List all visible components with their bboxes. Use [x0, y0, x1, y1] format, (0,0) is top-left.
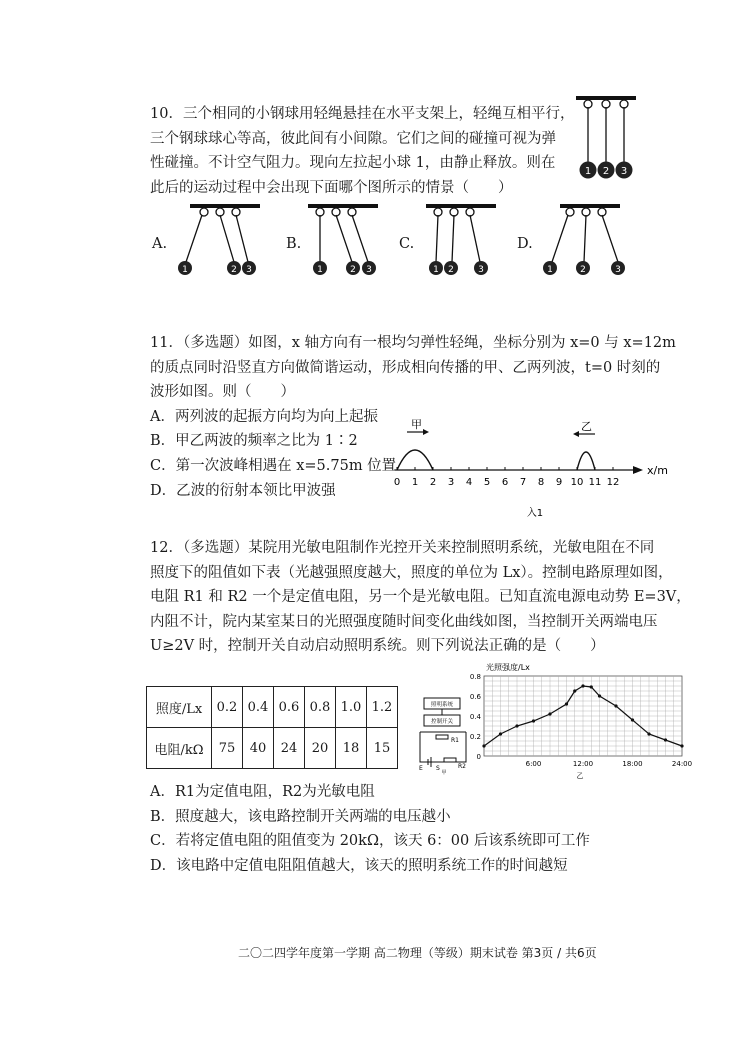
x-tick-label: 6:00 — [525, 760, 542, 768]
x-axis-label: x/m — [647, 464, 668, 477]
q10-option-b-label: B. — [286, 236, 302, 252]
table-cell: 1.0 — [336, 687, 367, 728]
q11-line: 的质点同时沿竖直方向做简谐运动，形成相向传播的甲、乙两列波，t=0 时刻的 — [150, 359, 661, 376]
question-10-text — [150, 102, 574, 200]
table-cell: 电阻/kΩ — [147, 728, 212, 769]
table-cell: 0.2 — [212, 687, 243, 728]
r2-label: R2 — [458, 763, 466, 770]
chart-grid — [484, 676, 682, 756]
page-footer: 二〇二四学年度第一学期 高二物理（等级）期末试卷 第3页 / 共6页 — [238, 946, 597, 960]
x-tick-label: 3 — [447, 477, 455, 488]
pendulum-figure-main — [574, 92, 638, 184]
ball-label: 2 — [448, 265, 454, 275]
ball-label: 2 — [580, 265, 586, 275]
question-12-text — [150, 536, 691, 659]
table-cell: 18 — [336, 728, 367, 769]
light-intensity-chart — [460, 660, 693, 780]
ball-label: 2 — [231, 265, 237, 275]
ball-label: 3 — [620, 166, 628, 177]
x-tick-label: 24:00 — [671, 760, 693, 768]
chart-point — [482, 744, 485, 747]
ball-label: 3 — [615, 265, 621, 275]
y-tick-label: 0.8 — [469, 673, 481, 681]
chart-point — [664, 738, 667, 741]
pendulum-option-d — [536, 202, 628, 282]
e-label: E — [419, 765, 423, 772]
q11-option-c: C．第一次波峰相遇在 x=5.75m 位置 — [150, 457, 397, 474]
q12-line: U≥2V 时，控制开关自动启动照明系统。则下列说法正确的是（ ） — [150, 638, 605, 655]
x-axis-arrow — [633, 466, 643, 474]
q12-line: 12．（多选题）某院用光敏电阻制作光控开关来控制照明系统，光敏电阻在不同 — [150, 540, 655, 556]
x-tick-label: 10 — [570, 477, 584, 488]
table-cell: 1.2 — [367, 687, 398, 728]
y-tick-label: 0 — [476, 753, 481, 761]
pendulum-option-a — [172, 202, 264, 282]
q10-option-d-label: D. — [517, 236, 533, 252]
x-tick-label: 18:00 — [622, 760, 643, 768]
chart-point — [532, 719, 535, 722]
lighting-system-label: 照明系统 — [430, 702, 454, 708]
q10-option-c-label: C. — [399, 236, 415, 252]
x-tick-label: 0 — [393, 477, 401, 488]
q11-option-a: A．两列波的起振方向均为向上起振 — [150, 408, 378, 425]
y-tick-label: 0.6 — [469, 693, 481, 701]
ball-label: 3 — [366, 265, 372, 275]
table-row — [147, 687, 398, 728]
q10-line: 性碰撞。不计空气阻力。现向左拉起小球 1，由静止释放。则在 — [150, 155, 556, 172]
x-tick-label: 7 — [519, 477, 527, 488]
ball-label: 1 — [584, 166, 592, 177]
chart-point — [581, 684, 584, 687]
chart-point — [515, 724, 518, 727]
q10-line: 三个钢球球心等高，彼此间有小间隙。它们之间的碰撞可视为弹 — [150, 130, 556, 147]
y-tick-label: 0.4 — [469, 713, 481, 721]
table-cell: 0.4 — [243, 687, 274, 728]
x-tick-label: 5 — [483, 477, 491, 488]
q12-option-c: C．若将定值电阻的阻值变为 20kΩ，该天 6：00 后该系统即可工作 — [150, 833, 590, 850]
table-cell: 0.8 — [305, 687, 336, 728]
x-tick-label: 12:00 — [572, 760, 594, 768]
q12-line: 内阻不计，院内某室某日的光照强度随时间变化曲线如图，当控制开关两端电压 — [150, 613, 658, 630]
chart-point — [680, 744, 683, 747]
illuminance-resistance-table — [146, 686, 398, 769]
chart-point — [598, 694, 601, 697]
table-cell: 75 — [212, 728, 243, 769]
chart-point — [647, 732, 650, 735]
q11-option-b: B．甲乙两波的频率之比为 1∶2 — [150, 433, 358, 450]
x-tick-label: 1 — [411, 477, 419, 488]
ball-label: 1 — [317, 265, 323, 275]
table-cell: 照度/Lx — [147, 687, 212, 728]
q10-option-a-label: A. — [152, 236, 168, 252]
x-tick-label: 11 — [588, 477, 602, 488]
table-cell: 0.6 — [274, 687, 305, 728]
table-cell: 20 — [305, 728, 336, 769]
x-tick-label: 9 — [555, 477, 563, 488]
q12-line: 照度下的阻值如下表（光越强照度越大，照度的单位为 Lx）。控制电路原理如图， — [150, 564, 673, 581]
chart-caption: 乙 — [576, 772, 584, 780]
chart-point — [614, 704, 617, 707]
table-cell: 15 — [367, 728, 398, 769]
chart-point — [573, 689, 576, 692]
chart-point — [631, 718, 634, 721]
circuit-caption: 甲 — [441, 770, 447, 776]
ball-label: 2 — [602, 166, 610, 177]
x-tick-label: 6 — [501, 477, 509, 488]
s-label: S — [436, 765, 440, 772]
wave-figure — [385, 412, 685, 522]
figure-caption: 入1 — [526, 508, 544, 519]
q12-option-d: D．该电路中定值电阻阻值越大，该天的照明系统工作的时间越短 — [150, 857, 568, 874]
x-tick-label: 2 — [429, 477, 437, 488]
table-cell: 40 — [243, 728, 274, 769]
q10-line: 10．三个相同的小钢球用轻绳悬挂在水平支架上，轻绳互相平行， — [150, 106, 575, 122]
q12-line: 电阻 R1 和 R2 一个是定值电阻，另一个是光敏电阻。已知直流电源电动势 E=3V， — [150, 589, 691, 606]
pendulum-option-b — [302, 202, 382, 282]
wave-a-label: 甲 — [411, 418, 422, 431]
q12-options — [150, 780, 590, 878]
q11-option-d: D．乙波的衍射本领比甲波强 — [150, 482, 336, 499]
q11-line: 波形如图。则（ ） — [150, 384, 295, 401]
x-tick-label: 12 — [606, 477, 620, 488]
r1-label: R1 — [451, 737, 459, 744]
q12-option-a: A．R1为定值电阻，R2为光敏电阻 — [150, 784, 375, 800]
table-cell: 24 — [274, 728, 305, 769]
pendulum-option-c — [420, 202, 500, 282]
chart-point — [499, 732, 502, 735]
wave-b-label: 乙 — [581, 420, 592, 433]
q12-option-b: B．照度越大，该电路控制开关两端的电压越小 — [150, 808, 451, 825]
chart-point — [565, 702, 568, 705]
ball-label: 2 — [350, 265, 356, 275]
ball-label: 3 — [246, 265, 252, 275]
chart-point — [548, 712, 551, 715]
ball-label: 1 — [433, 265, 439, 275]
x-tick-label: 8 — [537, 477, 545, 488]
x-tick-label: 4 — [465, 477, 473, 488]
ball-label: 1 — [547, 265, 553, 275]
ball-label: 1 — [182, 265, 188, 275]
chart-point — [590, 685, 593, 688]
chart-ylabel: 光照强度/Lx — [486, 663, 530, 672]
control-switch-label: 控制开关 — [430, 719, 454, 725]
y-tick-label: 0.2 — [469, 733, 481, 741]
ball-label: 3 — [478, 265, 484, 275]
wave-b — [577, 452, 595, 470]
q10-line: 此后的运动过程中会出现下面哪个图所示的情景（ ） — [150, 179, 513, 196]
table-row — [147, 728, 398, 769]
q11-line: 11．（多选题）如图，x 轴方向有一根均匀弹性轻绳，坐标分别为 x=0 与 x=12m — [150, 335, 676, 351]
